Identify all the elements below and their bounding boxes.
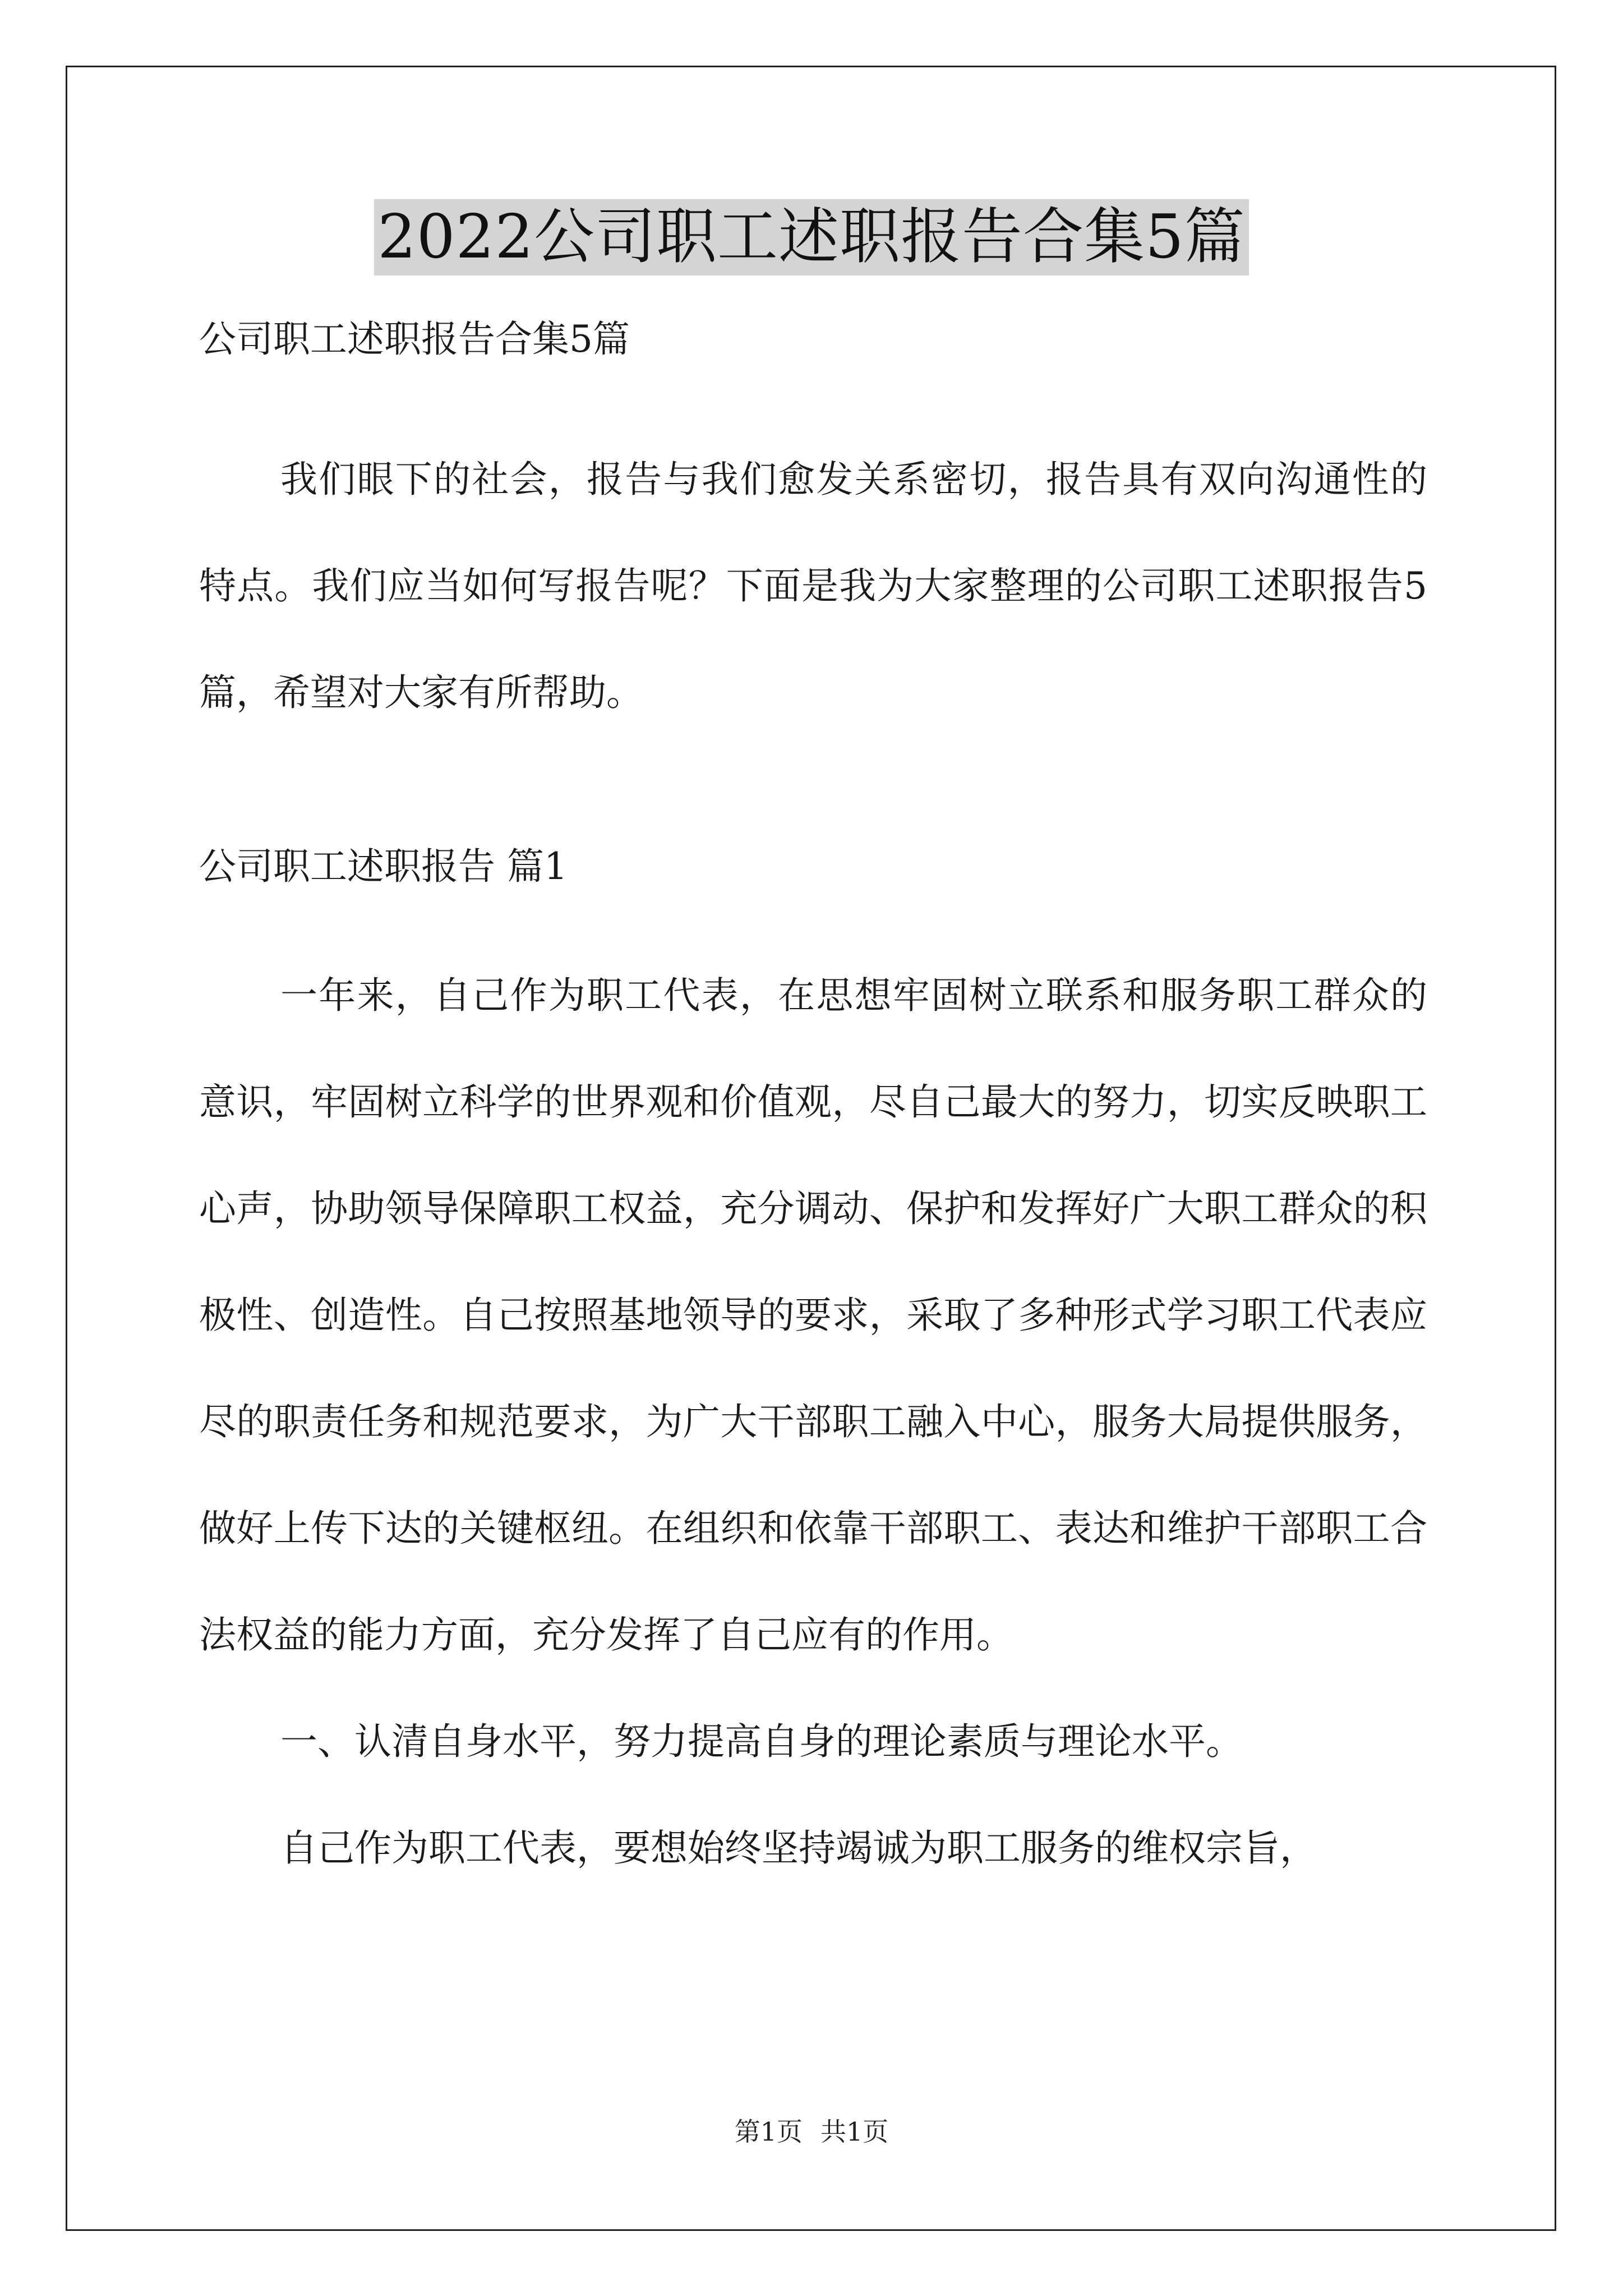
page-total: 共1页 <box>820 2116 889 2147</box>
body-paragraph: 自己作为职工代表，要想始终坚持竭诚为职工服务的维权宗旨， <box>280 1826 1317 1870</box>
document-title: 2022公司职工述职报告合集5篇 <box>374 199 1249 275</box>
document-body <box>199 311 1427 1902</box>
body-paragraph: 一年来，自己作为职工代表，在思想牢固树立联系和服务职工群众的意识，牢固树立科学的世界观和价值观，尽自己最大的努力，切实反映职工心声，协助领导保障职工权益，充分调动、保护和发挥好广大职工群众的积极性、创造性。自己按照基地领导的要求，采取了多种形式学习职工代表应尽的职责任务和规范要求，为广大干部职工融入中心，服务大局提供服务，做好上传下达的关键枢纽。在组织和依靠干部职工、表达和维护干部职工合法权益的能力方面，充分发挥了自己应有的作用。 <box>199 974 1427 1657</box>
title-container <box>0 199 1623 275</box>
point-heading: 一、认清自身水平，努力提高自身的理论素质与理论水平。 <box>280 1720 1243 1763</box>
intro-paragraph: 我们眼下的社会，报告与我们愈发关系密切，报告具有双向沟通性的特点。我们应当如何写报告呢？下面是我为大家整理的公司职工述职报告5篇，希望对大家有所帮助。 <box>199 458 1427 714</box>
document-subtitle: 公司职工述职报告合集5篇 <box>199 318 630 361</box>
page-number: 第1页 <box>734 2116 803 2147</box>
page-footer <box>0 2115 1623 2148</box>
section-heading: 公司职工述职报告 篇1 <box>199 845 568 888</box>
